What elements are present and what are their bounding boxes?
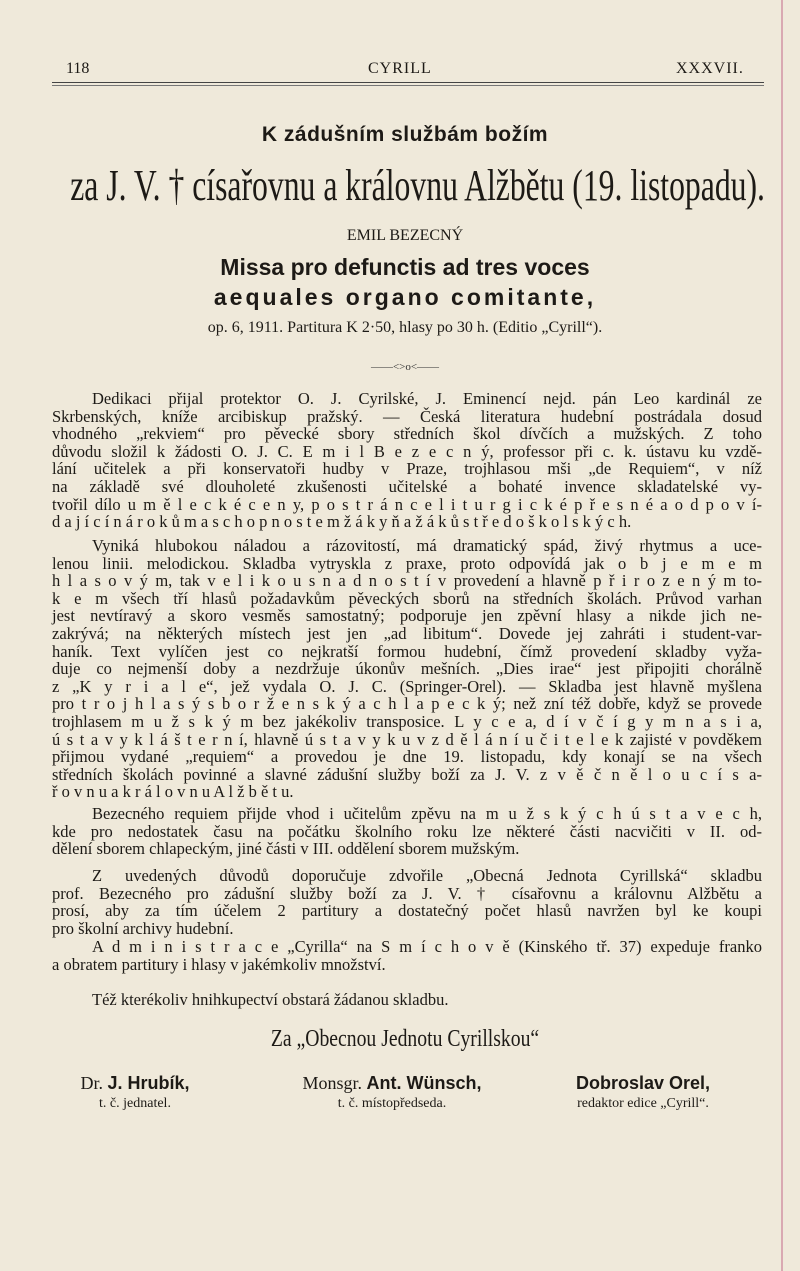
signatory-role: redaktor edice „Cyrill“. [577,1096,709,1111]
text-line: Též kterékoliv hnihkupectví obstará žádanou skladbu. [92,990,449,1009]
publication-details: op. 6, 1911. Partitura K 2·50, hlasy po 30 h. (Editio „Cyrill“). [207,319,603,336]
text-line: h l a s o v ý m, tak v e l i k o u s n a d n o s t í v provedení a hlavně p ř i r o z e n ý m to- [52,571,762,591]
text-line: A d m i n i s t r a c e „Cyrilla“ na S m í c h o v ě (Kinského tř. 37) expeduje franko [92,937,762,956]
signatory-role: t. č. místopředseda. [337,1096,447,1111]
text-line: duje co nejmenší doby a nezdržuje úkonův mešních. „Dies irae“ jest připojiti chorálně [52,659,762,679]
signatory-1 [60,1073,210,1112]
composer-name: EMIL BEZECNÝ [346,227,464,244]
text-line: dělení sborem chlapeckým, jiné části v III. oddělení sborem mužským. [52,839,520,859]
text-line: z „K y r i a l e“, jež vydala O. J. C. (Springer-Orel). — Skladba jest hlavně myšlena [52,676,762,696]
signatory-prefix: Dr. [80,1073,103,1093]
paragraph-2 [52,537,762,801]
text-line: pro t r o j h l a s ý s b o r ž e n s k ý a c h l a p e c k ý; než zní též dobře, když se provede [52,694,762,714]
text-line: d a j í c í n á r o k ů m a s c h o p n o s t e m ž á k y ň a ž á k ů s t ř e d o š k o l s k ý c h. [52,512,632,532]
running-header-volume: XXXVII. [676,60,744,77]
text-line: Vyniká hlubokou náladou a rázovitostí, má dramatický spád, živý rhytmus a uce- [92,536,762,555]
header-rule [52,82,764,83]
work-title-1: Missa pro defunctis ad tres voces [220,254,590,280]
heading-line-2: za J. V. † císařovnu a královnu Alžbětu (19. listopadu). [70,161,765,210]
paragraph-1 [52,390,762,531]
text-line: ř o v n u a k r á l o v n u A l ž b ě t u. [52,782,294,802]
text-line: lenou linii. melodickou. Skladba vytryskla z praxe, proto odpovídá jak o b j e m e m [52,553,762,573]
text-line: a obratem partitury i hlasy v jakémkoliv množství. [52,954,386,974]
signatory-prefix: Monsgr. [302,1073,362,1093]
signatory-name: Dobroslav Orel, [575,1073,711,1093]
text-line: Z uvedených důvodů doporučuje zdvořile „Obecná Jednota Cyrillská“ skladbu [92,866,762,885]
text-line: Skrbenských, kníže arcibiskup pražský. — Česká literatura hudební postrádala dosud [52,406,762,426]
running-header-journal: CYRILL [368,60,432,77]
text-line: haník. Text vylíčen jest co nejkratší formou hudební, čímž provedení skladby vyža- [52,641,762,661]
text-line: středních školách povinné a slavné zádušní služby boží za J. V. z v ě č n ě l o u c í s a- [52,764,762,784]
text-line: trojhlasem m u ž s k ý m bez jakékoliv transposice. L y c e a, d í v č í g y m n a s i a, [52,711,762,731]
work-title-2: aequales organo comitante, [213,284,597,310]
signatory-name: Ant. Wünsch, [366,1073,482,1093]
paragraph-5 [52,938,762,973]
text-line: Bezecného requiem přijde vhod i učitelům zpěvu na m u ž s k ý c h ú s t a v e c h, [92,804,762,823]
signatory-3 [548,1073,738,1112]
text-line: prosí, aby za tím účelem 2 partitury a dostatečný počet hlasů navržen byl ke koupi [52,901,762,921]
text-line: tvořil dílo u m ě l e c k é c e n y, p o s t r á n c e l i t u r g i c k é p ř e s n é a o d p o v í- [52,494,762,514]
page-number: 118 [66,60,90,77]
signatory-2 [282,1073,502,1112]
ornament-divider: ——<>o<—— [370,361,440,373]
text-line: Dedikaci přijal protektor O. J. Cyrilské, J. Eminencí nejd. pán Leo kardinál ze [92,389,762,408]
text-line: ú s t a v y k l á š t e r n í, hlavně ú s t a v y k u v z d ě l á n í u č i t e l e k zajisté v povděkem [52,729,762,749]
text-line: vhodného „rekviem“ pro pěvecké sbory středních škol dívčích a mužských. Z toho [52,424,762,444]
text-line: prof. Bezecného pro zádušní služby boží za J. V. † císařovnu a královnu Alžbětu a [52,883,762,903]
header-rule [52,85,764,86]
paragraph-4 [52,867,762,937]
text-line: přijmou vydané „requiem“ a provedou je dne 19. listopadu, kdy konají se na všech [52,747,762,767]
signatory-role: t. č. jednatel. [99,1096,171,1111]
closing-line: Za „Obecnou Jednotu Cyrillskou“ [270,1026,540,1052]
page-edge [781,0,783,1271]
text-line: zakrývá; na některých místech jest jen „ad libitum“. Dovede jej zahráti i student-var- [52,623,762,643]
text-line: důvodu složil k žádosti O. J. C. E m i l B e z e c n ý, professor při c. k. ústavu ku vzdě- [52,441,762,461]
heading-line-1: K zádušním službám božím [261,123,549,146]
text-line: k e m všech tří hlasů požadavkům pěveckých sborů na středních školách. Průvod varhan [52,588,762,608]
paragraph-6 [52,991,762,1009]
text-line: pro školní archivy hudební. [52,918,234,938]
text-line: na základě své dlouholeté zkušenosti učitelské a bohaté invence skladatelské vy- [52,476,762,496]
text-line: jest nevtíravý a skoro vesměs samostatný; podporuje jen zpěvní hlasy a nikde jich ne- [52,606,762,626]
signatory-name: J. Hrubík, [107,1073,190,1093]
text-line: lání učitelek a při konservatoři hudby v Praze, trojhlasou mši „de Requiem“, v níž [52,459,762,479]
paragraph-3 [52,805,762,858]
text-line: kde pro nedostatek času na počátku školního roku lze některé části nacvičiti v II. od- [52,821,762,841]
